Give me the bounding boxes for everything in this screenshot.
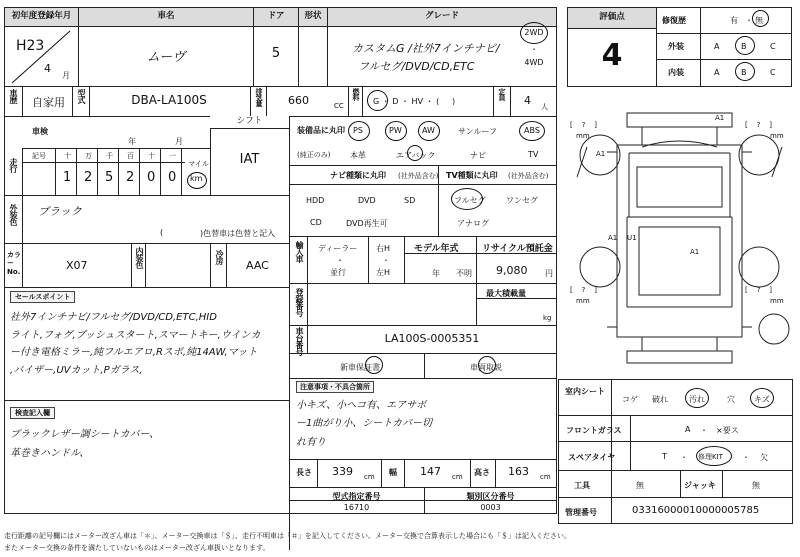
tv-oneseg: ワンセグ [506,196,538,205]
spare-label: スペアタイヤ [568,453,616,462]
spare-dot2: ・ [742,453,750,462]
tv-sub: (社外品含む) [508,172,549,180]
odo-divider [76,148,77,195]
tire-rl: [ ? ] [570,286,597,294]
cap-unit: 人 [541,103,548,111]
gaisou-paren: ( [160,228,164,237]
naisou-a: A [714,68,720,77]
kubun-label: 車歴 [9,89,18,103]
dim-w-u: cm [452,473,463,481]
diag-u1: U1 [627,234,637,242]
year-month: 4 [44,62,51,75]
wd-dot: ・ [530,45,538,54]
seat-koge: コゲ [622,395,638,404]
naisou-label: 内装色 [135,247,144,268]
left-h: 左H [376,268,391,277]
dim-h: 163 [508,465,529,478]
shaken-label: 車検 [32,127,48,136]
shufuku-dot: ・ [745,16,753,25]
yunyu-label: 輸入車 [295,241,304,262]
jack-label: ジャッキ [684,481,716,490]
odo-digit: 5 [105,170,114,185]
odo-unit: 一 [169,152,176,160]
odo-divider [139,148,140,195]
car-name: ムーヴ [146,50,186,65]
color-no: X07 [66,259,88,272]
model-year-nen: 年 [432,269,440,278]
shufuku-label: 修復歴 [662,16,686,25]
shift-val: IAT [239,152,260,167]
use-val: 自家用 [32,96,65,109]
gaisou-grade-label: 外装 [668,42,684,51]
navi-dvdplay: DVD再生可 [346,219,388,228]
glass-x: ×要ス [716,426,739,435]
diag-a1-front: A1 [596,150,606,158]
tire-fl: [ ? ] [570,121,597,129]
eq-abs: ABS [524,126,540,135]
tv-fullseg: フルセグ [454,196,486,205]
seat-label: 室内シート [565,387,605,396]
rui-num: 0003 [480,503,501,512]
odo-divider [22,162,185,163]
kensa-line1: ブラックレザー調シートカバー、 [10,429,160,440]
disp-unit: CC [334,102,344,110]
navi-sub: (社外品含む) [398,172,439,180]
diag-a1-top: A1 [715,114,725,122]
tire-fr-mm: mm [770,132,784,140]
odo-divider [181,148,182,195]
odo-divider [160,148,161,195]
door-count: 5 [271,46,281,61]
eq-airbag: エアバック [396,151,436,160]
odo-divider [118,148,119,195]
seat-yogore: 汚れ [689,395,705,404]
grade-line2: フルセグ/DVD/CD,ETC [358,60,475,73]
chui-line2: ー1曲がり小、シートカバー切 [296,418,433,429]
tools-val: 無 [636,481,644,490]
tv-analog: アナログ [457,219,489,228]
heiko: 並行 [330,268,346,277]
navi-dvd: DVD [358,196,376,205]
gaisou-label: 外装色 [9,204,18,225]
km-label: km [190,174,203,183]
dim-h-label: 高さ [474,468,490,477]
glass-label: フロントガラス [566,426,622,435]
colorno-label: カラーNo. [7,251,21,276]
spare-kit: 修理KIT [698,453,723,461]
kanri-val: 03316000010000005785 [632,505,760,516]
year-era: H23 [16,38,45,54]
equip-label: 装備品に丸印 [297,126,345,135]
sales-label: セールスポイント [10,291,75,303]
ac-val: AAC [246,259,269,272]
dim-h-u: cm [540,473,551,481]
eq-aw: AW [422,126,435,135]
grade-val: 4 [601,38,623,73]
odo-digit: 1 [63,170,72,185]
odo-digit: 0 [168,170,177,185]
navi-cd: CD [310,218,322,227]
odo-digit: 0 [147,170,156,185]
shaken-tsuki: 月 [175,137,183,146]
soukou-label: 走行 [9,158,18,172]
lr-sep: ・ [382,256,390,265]
dealer: ディーラー [318,244,358,253]
odo-unit: 百 [127,152,134,160]
toroku-label: 登録番号 [295,288,304,316]
odo-unit: 十 [64,152,71,160]
naisou-b: B [741,68,747,77]
wd-2: 2WD [524,28,544,37]
eq-navi: ナビ [470,151,486,160]
sales-line2: ライト,フォグ,プッシュスタート,スマートキー,ウインカ [10,330,261,341]
spare-t: T [662,452,667,461]
gaisou-b: B [741,42,747,51]
eq-tv: TV [528,150,539,159]
spare-dot1: ・ [680,453,688,462]
navi-label: ナビ種類に丸印 [330,171,386,180]
shift-label: シフト [210,116,289,129]
recycle-label: リサイクル預託金 [482,244,553,254]
navi-hdd: HDD [306,196,325,205]
hosho-c: 車両取説 [470,363,502,372]
hdr-shape: 形状 [298,7,328,27]
hdr-grade: グレード [327,7,557,27]
gaisou-val: ブラック [38,205,82,218]
tire-rr: [ ? ] [745,286,772,294]
odo-divider [97,148,98,195]
kata-num-label: 型式指定番号 [332,492,381,501]
navi-sd: SD [404,196,416,205]
teiin-label: 定員 [498,88,506,100]
mile-label: マイル [188,160,209,168]
recycle-val: 9,080 [496,264,528,277]
kigo-label: 記号 [32,152,46,160]
shufuku-nashi: 無 [755,16,763,25]
sales-line1: 社外7インチナビ/フルセグ/DVD/CD,ETC,HID [10,312,217,323]
sales-line3: ー付き電格ミラー,純フルエアロ,Rスポ,純14AW,マット [10,347,258,358]
spare-ketsu: 欠 [760,453,768,462]
dim-w: 147 [420,465,441,478]
kanri-label: 管理番号 [565,508,597,517]
diag-a1-rear: A1 [690,248,700,256]
eq-pw: PW [389,126,402,135]
tire-rr-mm: mm [770,297,784,305]
naisou-grade-label: 内装 [668,68,684,77]
hdr-name: 車名 [78,7,254,27]
tire-fl-mm: mm [576,132,590,140]
tire-rl-mm: mm [576,297,590,305]
seat-ana: 穴 [727,395,735,404]
wd-4: 4WD [524,58,544,67]
model-year-label: モデル年式 [414,244,459,254]
chui-line1: 小キズ、小ヘコ有、エアサボ [296,400,427,411]
eq-ps: PS [353,126,363,135]
daiban-label: 車台番号 [295,327,304,355]
gaisou-a: A [714,42,720,51]
naisou-c: C [770,68,776,77]
footer-line1: 走行距離の記号欄にはメーター改ざん車は「＊」、メーター交換車は「＄」、走行不明車は「＃」を記入してください。メーター交換で合算表示した場合にも「＄」は記入ください。 [4,532,571,540]
max-load-unit: kg [543,314,552,322]
shufuku-ari: 有 [730,16,738,25]
kata-label: 型式 [77,89,86,103]
shaken-nen: 年 [128,137,136,146]
hdr-door: ドア [253,7,299,27]
gaisou-c: C [770,42,776,51]
diag-a1-side: A1 [608,234,618,242]
kata-num: 16710 [343,503,370,512]
eq-sunroof: サンルーフ [458,127,497,136]
odo-digit: 2 [84,170,93,185]
model-year-val: 不明 [456,269,472,278]
dim-l: 339 [332,465,353,478]
footer-line2: またメーター交換の条件を満たしていないものはメーター改ざん車扱いとなります。 [4,544,270,552]
year-month-unit: 月 [62,71,70,80]
glass-a: A [685,425,691,434]
gaisou-note: )色替車は色替と記入 [200,229,276,238]
grade-label: 評価点 [567,7,657,29]
dim-l-u: cm [364,473,375,481]
yunyu-sep: ・ [336,256,344,265]
recycle-unit: 円 [545,269,553,278]
odo-unit: 千 [106,152,113,160]
odo-unit: 万 [85,152,92,160]
seat-yabure: 破れ [652,395,668,404]
seat-kizu: キズ [754,395,770,404]
haiki-label: 排気量 [255,88,263,106]
rui-num-label: 類別区分番号 [466,492,515,501]
hdr-year: 初年度登録年月 [4,7,79,27]
car-diagram [567,107,792,372]
tire-fr: [ ? ] [745,121,772,129]
kensa-label: 検査記入欄 [10,407,55,419]
daiban-val: LA100S-0005351 [384,332,480,345]
odo-digit: 2 [126,170,135,185]
grade-line1: カスタムG /社外7インチナビ/ [352,42,500,55]
glass-dot: ・ [700,426,708,435]
chui-label: 注意事項・不具合箇所 [296,381,374,393]
fuel-label: 燃料 [352,88,360,100]
cap-val: 4 [524,94,531,107]
jack-val: 無 [752,481,760,490]
disp-val: 660 [288,94,309,107]
equip-sub: (純正のみ) [297,151,331,159]
dim-l-label: 長さ [296,468,312,477]
odo-unit: 十 [148,152,155,160]
sales-line4: ,バイザー,UVカット,Pガラス, [10,365,143,376]
reibo-label: 冷房 [215,250,224,264]
hosho-a: 新車保証書 [340,363,380,372]
tools-label: 工具 [574,481,590,490]
eq-leather: 本革 [350,151,366,160]
fuel-opts: G ・ D ・ HV ・ ( ) [373,97,456,106]
odo-divider [55,148,56,195]
chui-line3: れ有り [296,437,326,448]
dim-w-label: 幅 [389,468,397,477]
tv-label: TV種類に丸印 [446,171,498,180]
model-val: DBA-LA100S [131,93,207,107]
right-h: 右H [376,244,391,253]
kensa-line2: 革巻きハンドル、 [10,448,90,459]
max-load-label: 最大積載量 [486,289,526,298]
